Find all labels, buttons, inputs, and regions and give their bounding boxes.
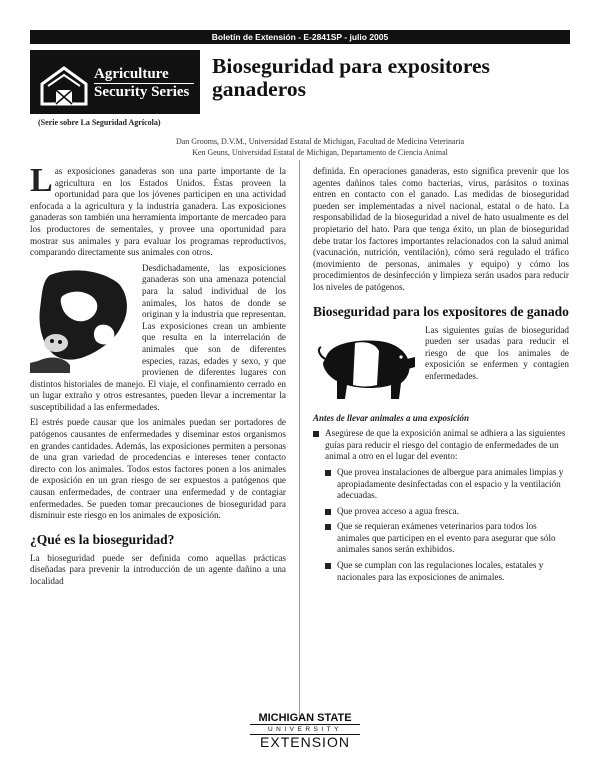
pig-illustration [313,329,417,405]
bulletin-header: Boletín de Extensión - E-2841SP - julio 2005 [30,30,570,44]
logo-line2: Security Series [94,84,190,100]
authors [100,136,540,158]
list-item [313,428,569,583]
cow-illustration [30,265,136,373]
list-item: Que provea instalaciones de albergue para animales limpias y apropiadamente desinfectadas con el espacio y la ventilación adecuadas. [325,467,569,502]
stress-paragraph: El estrés puede causar que los animales puedan ser portadores de patógenos causantes de enfermedades y diseminar estos organismos en grandes cantidades. Además, las exposiciones permiten a personas de una gran variedad de procedencias e intereses tener contacto directo con los animales. Todos estos factores ponen a los animales de exposición en un gran riesgo de ser expuestos a patógenos que causan enfermedades, de contraer una enfermedad y de contagiar enfermedades. Se pueden tomar precauciones de bioseguridad para disminuir este riesgo en los animales de exposición. [30,417,286,521]
guides-text: Las siguientes guías de bioseguridad pueden ser usadas para reducir el riesgo de que los animales de exposición se enfermen y contagien enfermedades. [425,324,569,381]
subheading-before-show: Antes de llevar animales a una exposición [313,412,470,423]
msu-extension-logo [250,712,360,750]
intro-text: as exposiciones ganaderas son una parte importante de la agricultura en los Estados Unidos. Éstas proveen la oportunidad para que los jóvenes participen en una actividad enfocada a la agricultura y la industria ganadera. Las exposiciones ganaderas son también una herramienta importante de mercadeo para los productores de sementales, y provee una oportunidad para mostrar sus animales y para evaluar los programas reproductivos, comparando directamente sus animales con otros. [30,166,286,258]
list-item: Que se requieran exámenes veterinarios para todos los animales que participen en el evento para asegurar que sólo animales sanos serán exhibidos. [325,521,569,556]
series-caption: (Serie sobre La Seguridad Agrícola) [38,118,161,127]
threat-paragraph [30,263,286,414]
intro-paragraph [30,162,286,259]
threat-text: Desdichadamente, las exposiciones ganaderas son una amenaza potencial para la salud individual de los animales, los hatos de donde se originan y la industria que representan. Las exposiciones crean un ambiente que resulta en la interrelación de animales que son de diferentes especies, razas, edades y sexo, y que provienen de diferentes lugares con distintos historiales de manejo. El viaje, el confinamiento cerrado en un lugar extraño y otros estresantes, pueden llevar a incrementar la susceptibilidad a las enfermedades. [30,262,286,412]
section-heading-exhibitors: Bioseguridad para los expositores de ganado [313,303,569,319]
column-divider [299,160,300,720]
page-title: Bioseguridad para expositores ganaderos [212,54,490,101]
definition-continued-paragraph: definida. En operaciones ganaderas, esto significa prevenir que los agentes dañinos tales como bacterias, virus, parásitos o toxinas entren en contacto con el ganado. Las medidas de bioseguridad pueden ser implementadas a nivel nacional, estatal o de hato. La responsabilidad de la bioseguridad a nivel de hato usualmente es del propietario del hato. Para que tenga éxito, un plan de bioseguridad debe tratar los factores importantes relacionados con la salud animal (vacunación, nutrición, ventilación), cómo será regulado el tráfico (movimiento de personas, animales y equipo) y cómo los procedimientos de desinfección y limpieza serán usados para reducir los niveles de patógenos. [313,166,569,292]
left-column [30,162,286,592]
guides-paragraph [313,325,569,383]
msu-name: MICHIGAN STATE [258,712,352,724]
agriculture-security-series-logo [30,50,200,114]
author-1: Dan Grooms, D.V.M., Universidad Estatal de Michigan, Facultad de Medicina Veterinaria [175,137,465,146]
logo-line1: Agriculture [94,66,169,82]
msu-extension: EXTENSION [260,734,350,750]
author-2: Ken Geuns, Universidad Estatal de Michigan, Departamento de Ciencia Animal [192,148,448,157]
list-item: Que provea acceso a agua fresca. [325,506,569,518]
list-item: Que se cumplan con las regulaciones locales, estatales y nacionales para las exposiciones de animales. [325,560,569,583]
right-column [313,166,569,587]
drop-cap: L [30,162,53,199]
sub-checklist [325,467,569,583]
section-heading-biosecurity: ¿Qué es la bioseguridad? [30,531,175,547]
checklist [313,428,569,583]
definition-paragraph: La bioseguridad puede ser definida como aquellas prácticas diseñadas para prevenir la introducción de un agente dañino a una localidad [30,552,286,586]
list-item-text: Asegúrese de que la exposición animal se adhiera a las siguientes guías para reducir el riesgo del contagio de enfermedades de un animal a otro en el lugar del evento: [325,428,566,462]
barn-icon [38,62,90,106]
msu-university: UNIVERSITY [250,724,360,735]
